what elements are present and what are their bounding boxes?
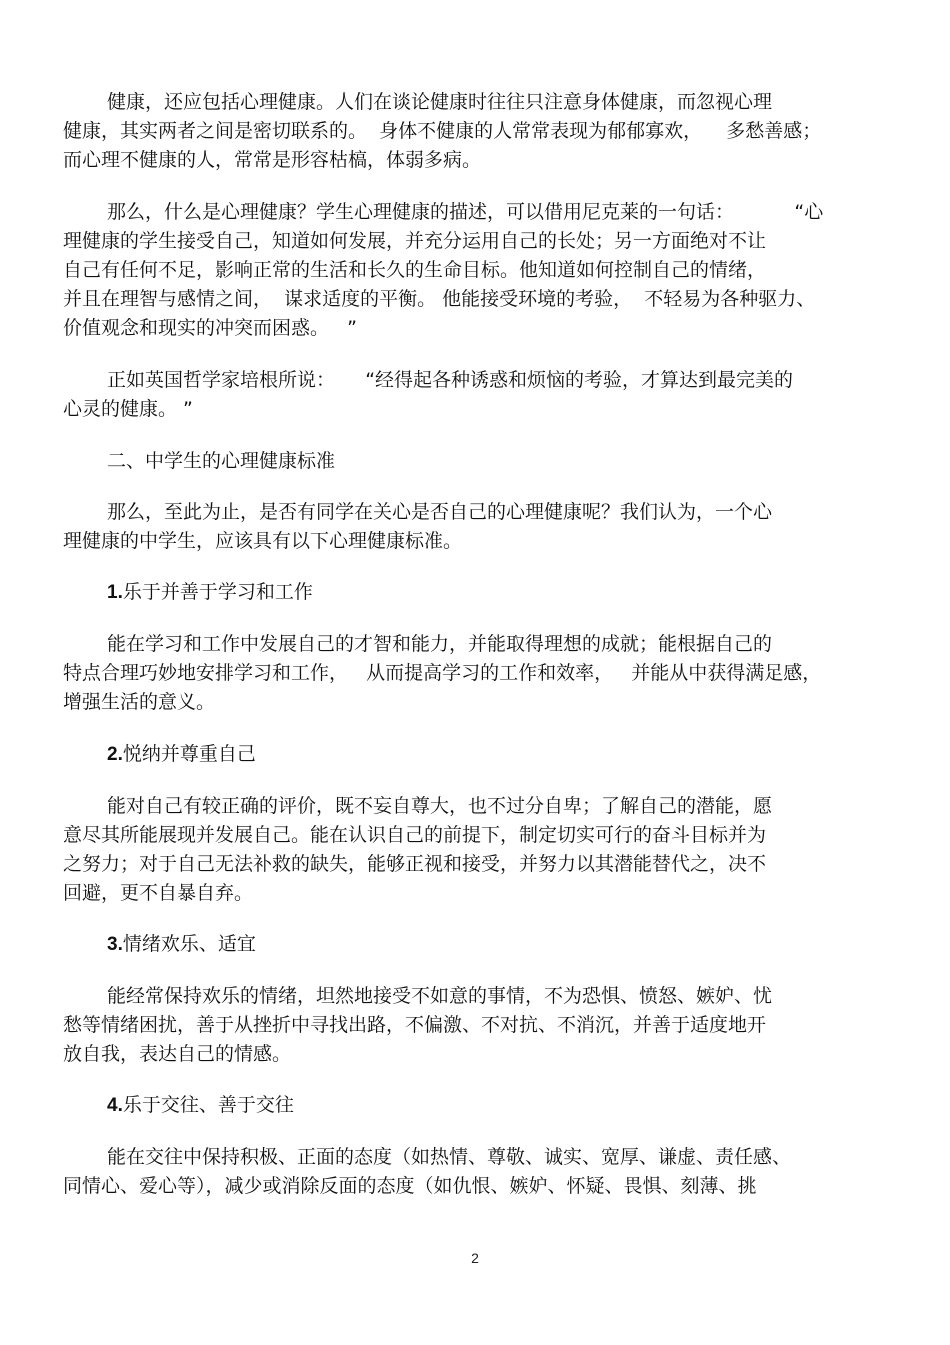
standard-heading-2 [63, 740, 893, 769]
section-heading [63, 447, 893, 476]
paragraph-7 [63, 982, 893, 1069]
standard-title [63, 1091, 893, 1120]
text-line: 理健康的中学生，应该具有以下心理健康标准。 [63, 530, 463, 552]
section-title: 二、中学生的心理健康标准 [107, 450, 336, 472]
text-line: 意尽其所能展现并发展自己。能在认识自己的前提下，制定切实可行的奋斗目标并为 [63, 824, 767, 846]
page-number: 2 [471, 1250, 479, 1266]
standard-heading-3 [63, 930, 893, 959]
standard-text: 乐于交往、善于交往 [122, 1094, 294, 1116]
text-line: 健康，其实两者之间是密切联系的。 身体不健康的人常常表现为郁郁寡欢， 多愁善感； [63, 120, 822, 142]
text-line: 自己有任何不足，影响正常的生活和长久的生命目标。他知道如何控制自己的情绪， [63, 259, 767, 281]
text-line: 同情心、爱心等），减少或消除反面的态度（如仇恨、嫉妒、怀疑、畏惧、刻薄、挑 [63, 1175, 757, 1197]
standard-number: 1. [107, 582, 123, 603]
text-line: 能经常保持欢乐的情绪，坦然地接受不如意的事情，不为恐惧、愤怒、嫉妒、忧 [107, 985, 773, 1007]
text-line: 那么，什么是心理健康？学生心理健康的描述，可以借用尼克莱的一句话： “心 [107, 201, 824, 223]
standard-title [63, 740, 893, 769]
text-line: 心灵的健康。 ” [63, 398, 193, 420]
text-line: 并且在理智与感情之间， 谋求适度的平衡。 他能接受环境的考验， 不轻易为各种驱力、 [63, 288, 816, 310]
standard-text: 乐于并善于学习和工作 [122, 581, 313, 603]
paragraph-5 [63, 630, 893, 717]
text-line: 增强生活的意义。 [63, 691, 216, 713]
paragraph-6 [63, 792, 893, 908]
paragraph-2 [63, 198, 893, 343]
standard-title [63, 578, 893, 607]
standard-text: 悦纳并尊重自己 [122, 743, 256, 765]
paragraph-4 [63, 498, 893, 556]
text-line: 理健康的学生接受自己，知道如何发展，并充分运用自己的长处；另一方面绝对不让 [63, 230, 767, 252]
paragraph-3 [63, 366, 893, 424]
text-line: 放自我，表达自己的情感。 [63, 1043, 292, 1065]
paragraph-1 [63, 88, 893, 175]
paragraph-8 [63, 1143, 893, 1201]
text-line: 那么，至此为止，是否有同学在关心是否自己的心理健康呢？我们认为，一个心 [107, 501, 773, 523]
text-line: 能对自己有较正确的评价，既不妄自尊大，也不过分自卑；了解自己的潜能，愿 [107, 795, 773, 817]
standard-number: 2. [107, 744, 123, 765]
standard-number: 4. [107, 1095, 123, 1116]
text-line: 特点合理巧妙地安排学习和工作， 从而提高学习的工作和效率， 并能从中获得满足感， [63, 662, 822, 684]
standard-number: 3. [107, 934, 123, 955]
standard-heading-4 [63, 1091, 893, 1120]
text-line: 健康，还应包括心理健康。人们在谈论健康时往往只注意身体健康，而忽视心理 [107, 91, 773, 113]
text-line: 回避，更不自暴自弃。 [63, 882, 254, 904]
standard-text: 情绪欢乐、适宜 [122, 933, 256, 955]
text-line: 能在交往中保持积极、正面的态度（如热情、尊敬、诚实、宽厚、谦虚、责任感、 [107, 1146, 792, 1168]
text-line: 正如英国哲学家培根所说： “经得起各种诱惑和烦恼的考验，才算达到最完美的 [107, 369, 794, 391]
text-line: 能在学习和工作中发展自己的才智和能力，并能取得理想的成就；能根据自己的 [107, 633, 773, 655]
standard-heading-1 [63, 578, 893, 607]
text-line: 价值观念和现实的冲突而困惑。 ” [63, 317, 357, 339]
text-line: 愁等情绪困扰，善于从挫折中寻找出路，不偏激、不对抗、不消沉，并善于适度地开 [63, 1014, 767, 1036]
text-line: 而心理不健康的人，常常是形容枯槁，体弱多病。 [63, 149, 482, 171]
standard-title [63, 930, 893, 959]
text-line: 之努力；对于自己无法补救的缺失，能够正视和接受，并努力以其潜能替代之，决不 [63, 853, 767, 875]
